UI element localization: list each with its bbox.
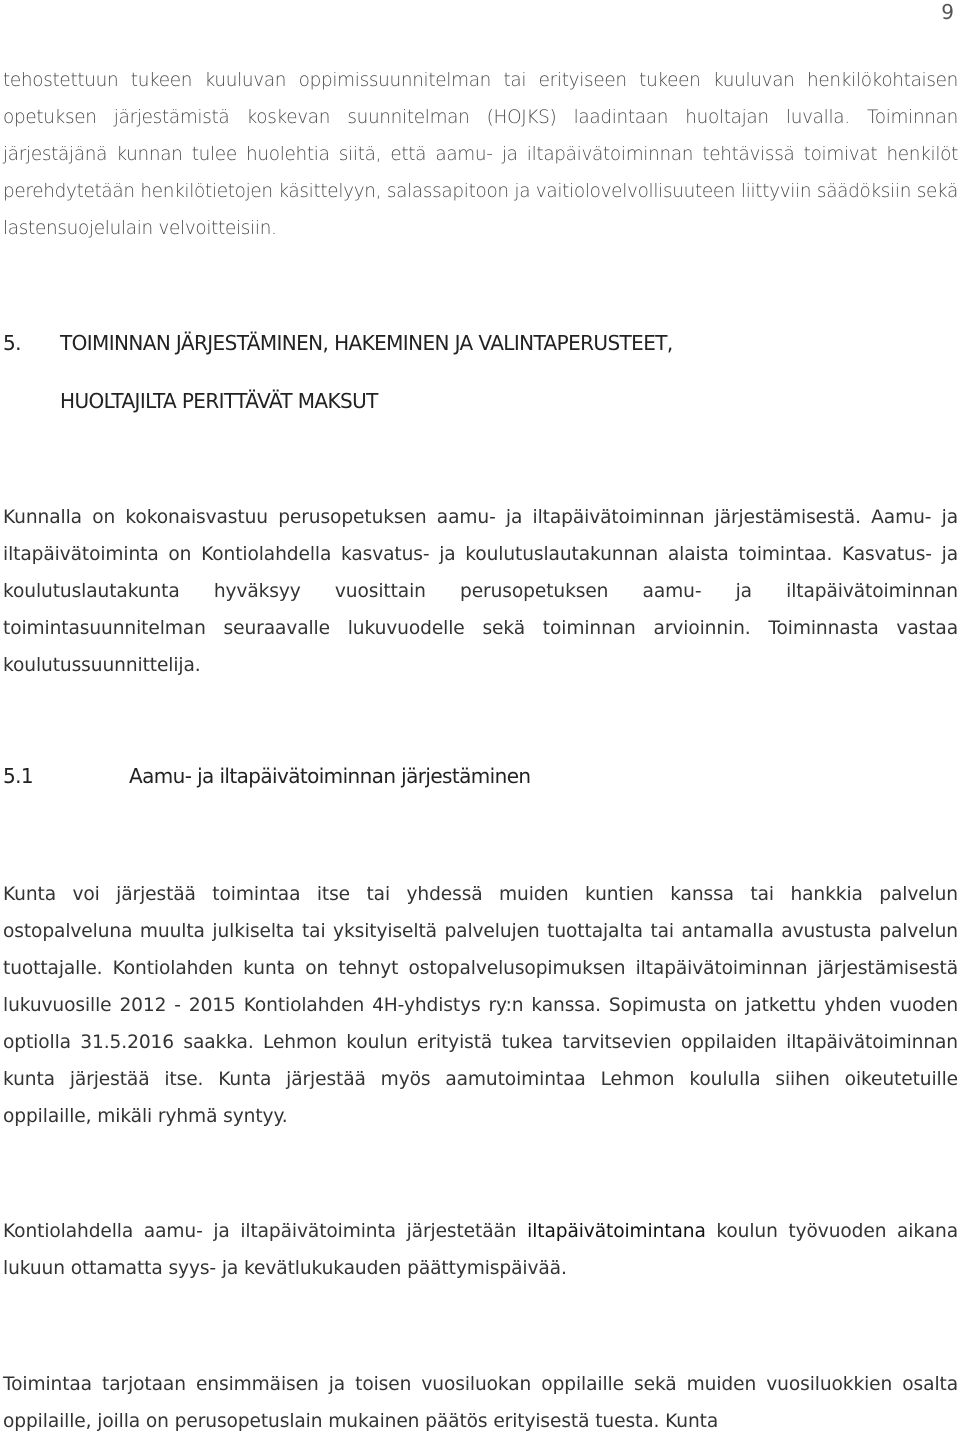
section-5-paragraph: Kunnalla on kokonaisvastuu perusopetuksen aamu- ja iltapäivätoiminnan järjestämisestä. Aamu- ja iltapäivätoiminta on Kontiolahdella kasvatus- ja koulutuslautakunnan alaista toimintaa. Kasvatus- ja koulutuslautakunta hyväksyy vuosittain perusopetuksen aamu- ja iltapäivätoiminnan toimintasuunnitelman seuraavalle lukuvuodelle sekä toiminnan arvioinnin. Toiminnasta vastaa koulutussuunnittelija. (3, 507, 958, 676)
section-5-title-line2: HUOLTAJILTA PERITTÄVÄT MAKSUT (60, 389, 378, 413)
section-5-1-heading (3, 764, 530, 788)
page-number: 9 (941, 0, 954, 24)
section-5-1-number: 5.1 (3, 764, 34, 788)
section-5-1-paragraph-1: Kunta voi järjestää toimintaa itse tai yhdessä muiden kuntien kanssa tai hankkia palvelun ostopalveluna muulta julkiselta tai yksityiseltä palvelujen tuottajalta tai antamalla avustusta palvelun tuottajalle. Kontiolahden kunta on tehnyt ostopalvelusopimuksen iltapäivätoiminnan järjestämisestä lukuvuosille 2012 - 2015 Kontiolahden 4H-yhdistys ry:n kanssa. Sopimusta on jatkettu yhden vuoden optiolla 31.5.2016 saakka. Lehmon koulun erityistä tukea tarvitsevien oppilaiden iltapäivätoiminnan kunta järjestää itse. Kunta järjestää myös aamutoimintaa Lehmon koululla siihen oikeutetuille oppilaille, mikäli ryhmä syntyy. (3, 884, 958, 1127)
paragraph-2-emphasis: iltapäivätoimintana (527, 1221, 706, 1242)
section-5-heading (3, 331, 673, 355)
intro-paragraph: tehostettuun tukeen kuuluvan oppimissuunnitelman tai erityiseen tukeen kuuluvan henkilökohtaisen opetuksen järjestämistä koskevan suunnitelman (HOJKS) laadintaan huoltajan luvalla. Toiminnan järjestäjänä kunnan tulee huolehtia siitä, että aamu- ja iltapäivätoiminnan tehtävissä toimivat henkilöt perehdytetään henkilötietojen käsittelyyn, salassapitoon ja vaitiolovelvollisuuteen liittyviin säädöksiin sekä lastensuojelulain velvoitteisiin. (3, 70, 958, 239)
paragraph-2-end: koulun työvuoden aikana lukuun ottamatta syys- ja kevätlukukauden päättymispäivää. (3, 1221, 958, 1279)
section-5-1-paragraph-2 (3, 1213, 958, 1287)
section-5-title-line1: TOIMINNAN JÄRJESTÄMINEN, HAKEMINEN JA VALINTAPERUSTEET, (60, 331, 673, 355)
section-5-1-paragraph-3: Toimintaa tarjotaan ensimmäisen ja toisen vuosiluokan oppilaille sekä muiden vuosiluokkien osalta oppilaille, joilla on perusopetuslain mukainen päätös erityisestä tuesta. Kunta (3, 1374, 958, 1432)
paragraph-2-start: Kontiolahdella aamu- ja iltapäivätoiminta järjestetään (3, 1221, 528, 1242)
section-5-1-title: Aamu- ja iltapäivätoiminnan järjestäminen (129, 764, 531, 788)
section-5-number: 5. (3, 331, 21, 355)
